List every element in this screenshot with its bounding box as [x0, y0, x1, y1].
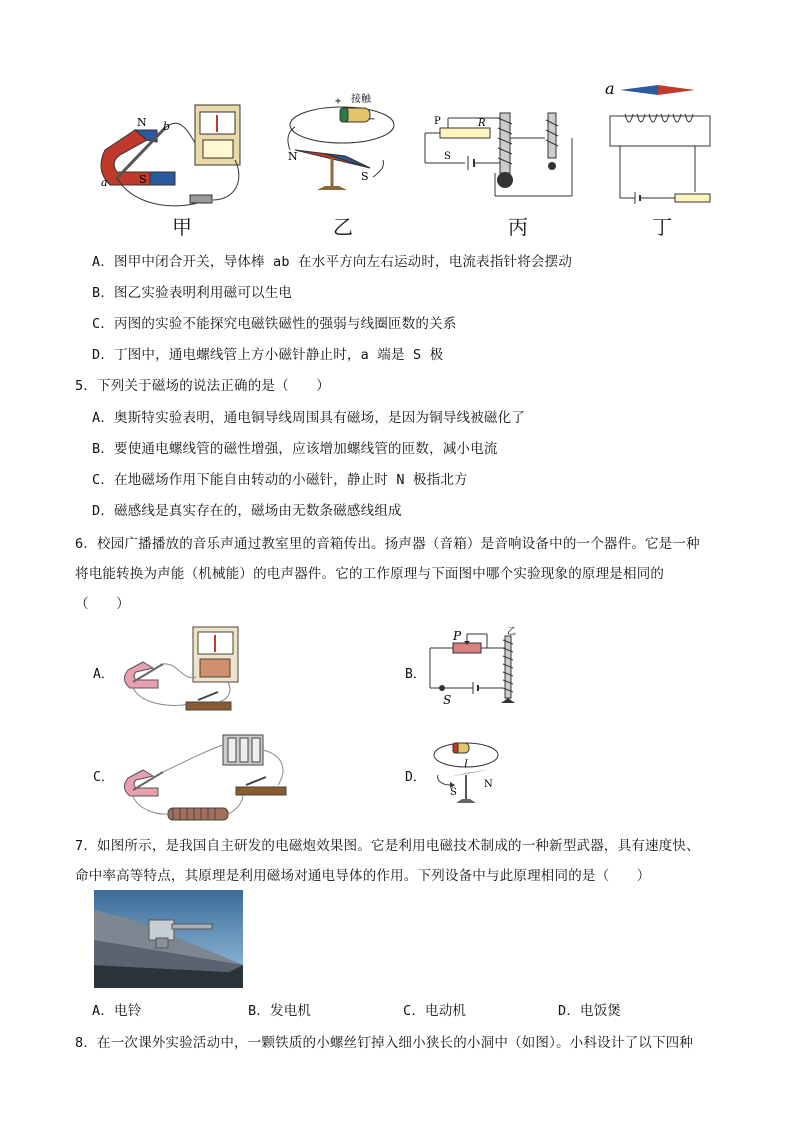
q6-figure-d	[428, 735, 508, 810]
fig-label-jia: 甲	[172, 215, 192, 239]
q4-option-b: B．图乙实验表明利用磁可以生电	[92, 285, 293, 301]
bing-s-label: S	[444, 151, 451, 162]
fig-label-ding: 丁	[652, 215, 672, 239]
q5-option-d: D．磁感线是真实存在的，磁场由无数条磁感线组成	[92, 503, 402, 519]
q7-option-c: C．电动机	[403, 1003, 467, 1019]
yi-contact-label: 接触	[351, 94, 371, 105]
q6-option-d-label: D．	[405, 770, 426, 785]
b-fig-p-label: P	[453, 629, 462, 643]
q4-option-d: D．丁图中，通电螺线管上方小磁针静止时，a 端是 S 极	[92, 347, 444, 363]
q6-option-b-label: B．	[405, 667, 426, 682]
q7-option-a: A．电铃	[92, 1003, 142, 1019]
jia-a-label: a	[101, 176, 108, 189]
q6-option-a-label: A．	[93, 667, 114, 682]
yi-plus-label: +	[335, 96, 342, 107]
yi-n-label: N	[288, 150, 298, 163]
d-fig-i-label: I	[464, 759, 468, 770]
q5-option-a: A．奥斯特实验表明，通电铜导线周围具有磁场，是因为铜导线被磁化了	[92, 410, 526, 426]
railgun-image	[94, 890, 243, 988]
q5-option-c: C．在地磁场作用下能自由转动的小磁针，静止时 N 极指北方	[92, 472, 468, 488]
q7-option-d: D．电饭煲	[558, 1003, 622, 1019]
bing-p-label: P	[434, 116, 441, 127]
q6-figure-c	[118, 730, 298, 825]
q7-option-b: B．发电机	[248, 1003, 312, 1019]
yi-minus-label: −	[369, 114, 376, 125]
ding-a-label: a	[605, 79, 615, 98]
q6-option-c-label: C．	[93, 770, 114, 785]
q5-stem: 5．下列关于磁场的说法正确的是（ ）	[75, 378, 330, 394]
q6-stem-line-1: 6．校园广播播放的音乐声通过教室里的音箱传出。扬声器（音箱）是音响设备中的一个器件。它是一种	[75, 536, 700, 552]
bing-r-label: R	[478, 118, 486, 129]
figure-ding	[600, 78, 715, 208]
d-fig-n-label: N	[484, 779, 493, 790]
jia-b-label: b	[163, 120, 171, 133]
q6-figure-b	[425, 628, 535, 713]
q4-option-c: C．丙图的实验不能探究电磁铁磁性的强弱与线圈匝数的关系	[92, 316, 457, 332]
q5-option-b: B．要使通电螺线管的磁性增强，应该增加螺线管的匝数，减小电流	[92, 441, 498, 457]
q7-stem-line-2: 命中率高等特点，其原理是利用磁场对通电导体的作用。下列设备中与此原理相同的是（ ）	[75, 868, 651, 884]
d-fig-s-label: S	[450, 787, 457, 798]
q8-stem: 8．在一次课外实验活动中，一颗铁质的小螺丝钉掉入细小狭长的小洞中（如图）。小科设计了以下四种	[75, 1035, 694, 1051]
q6-stem-line-3: （ ）	[75, 596, 130, 612]
fig-label-yi: 乙	[333, 215, 353, 239]
q4-option-a: A．图甲中闭合开关，导体棒 ab 在水平方向左右运动时，电流表指针将会摆动	[92, 254, 573, 270]
yi-s-label: S	[361, 170, 369, 183]
figure-jia	[95, 100, 255, 215]
q7-stem-line-1: 7．如图所示，是我国自主研发的电磁炮效果图。它是利用电磁技术制成的一种新型武器，具有速度快、	[75, 838, 700, 854]
b-fig-s-label: S	[443, 693, 452, 707]
q6-stem-line-2: 将电能转换为声能（机械能）的电声器件。它的工作原理与下面图中哪个实验现象的原理是相同的	[75, 566, 665, 582]
b-fig-yi-label: 乙	[507, 627, 517, 637]
jia-n-label: N	[137, 116, 147, 129]
figure-bing	[420, 108, 580, 203]
q6-figure-a	[118, 622, 258, 717]
jia-s-label: S	[139, 173, 147, 186]
figure-yi	[285, 92, 400, 202]
fig-label-bing: 丙	[508, 215, 528, 239]
